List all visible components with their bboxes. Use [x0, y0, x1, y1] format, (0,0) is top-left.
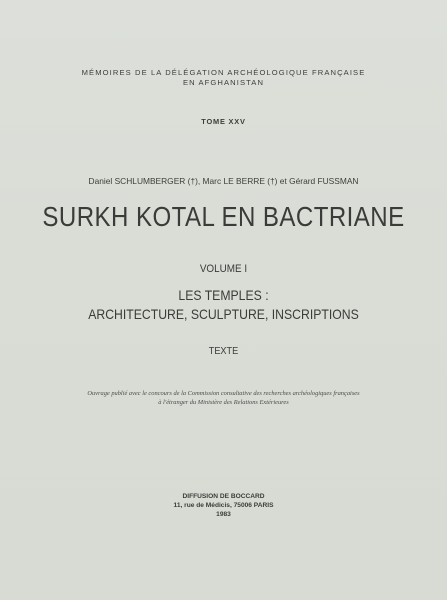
- subtitle-line-2: ARCHITECTURE, SCULPTURE, INSCRIPTIONS: [88, 306, 359, 322]
- publication-note: [0, 389, 447, 407]
- series-title: [0, 68, 447, 88]
- publisher-address: 11, rue de Médicis, 75006 PARIS: [173, 502, 274, 509]
- authors: Daniel SCHLUMBERGER (†), Marc LE BERRE (†) et Gérard FUSSMAN: [88, 176, 359, 186]
- note-line-1: Ouvrage publié avec le concours de la Commission consultative des recherches archéologiques françaises: [87, 390, 360, 397]
- series-line-1: MÉMOIRES DE LA DÉLÉGATION ARCHÉOLOGIQUE FRANÇAISE: [81, 68, 366, 77]
- volume-label: VOLUME I: [199, 263, 248, 275]
- tome-number: TOME XXV: [201, 117, 246, 126]
- note-line-2: à l'étranger du Ministère des Relations Extérieures: [158, 399, 289, 406]
- part-label: TEXTE: [208, 346, 239, 357]
- series-line-2: EN AFGHANISTAN: [182, 78, 265, 87]
- book-subtitle: [22, 287, 424, 324]
- publisher-block: [0, 492, 447, 519]
- book-title: SURKH KOTAL EN BACTRIANE: [42, 201, 405, 232]
- publication-year: 1983: [216, 511, 231, 518]
- publisher-name: DIFFUSION DE BOCCARD: [182, 493, 265, 500]
- subtitle-line-1: LES TEMPLES :: [178, 288, 269, 303]
